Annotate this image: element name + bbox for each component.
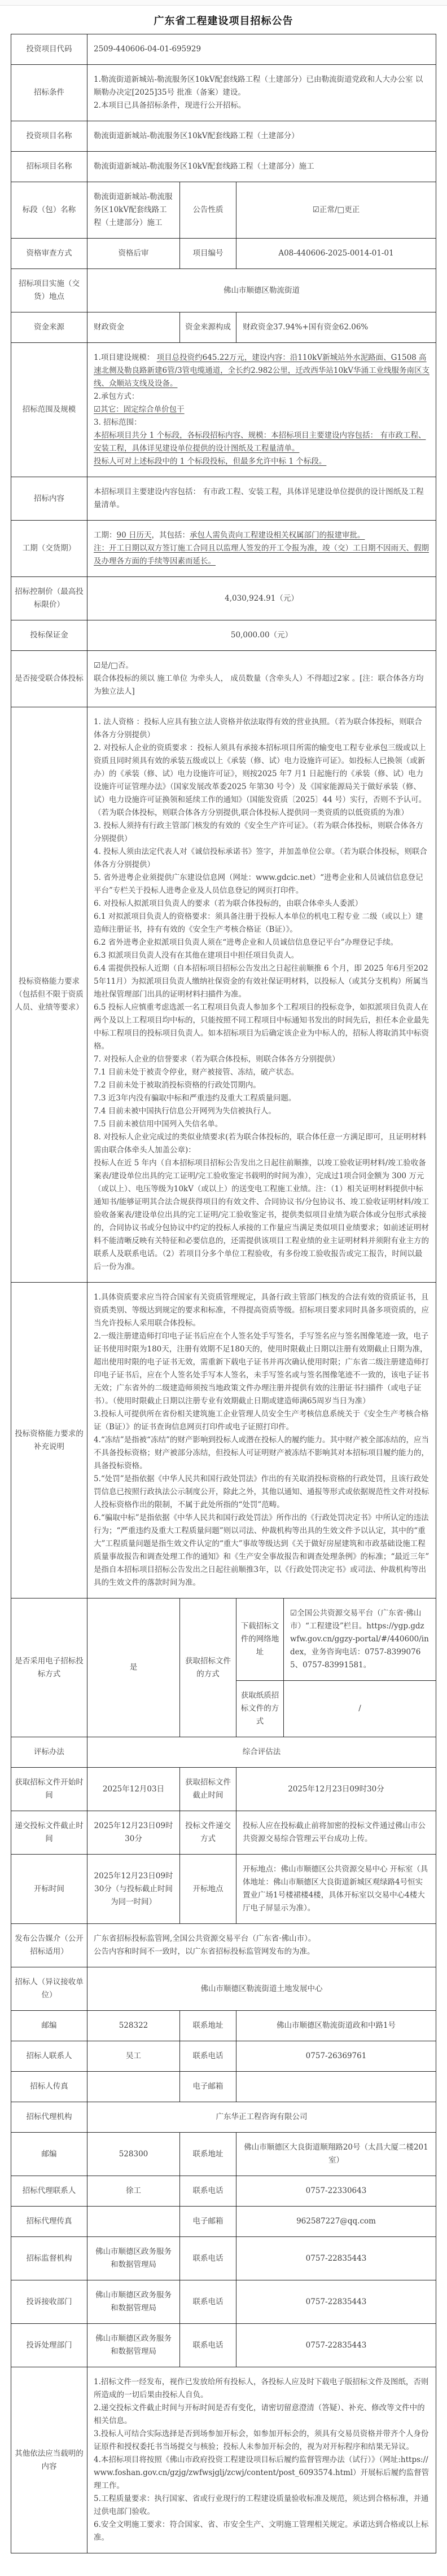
tenderer-email-value (236, 2072, 436, 2102)
tenderer-addr-value: 佛山市顺德区勒流街道政和中路1号 (236, 2011, 436, 2041)
row-fund-source (11, 312, 436, 343)
complaint-recv-org-value: 佛山市顺德区政务服务和数据管理局 (87, 2280, 180, 2324)
other-item: 5.工程质量要求：执行国家、省或行业现行的工程建设质量验收标准及规范，须达到合格标准，并通过供电部门验收。 (94, 2494, 429, 2516)
top-bar (0, 0, 447, 6)
download-address-label: 下载招标文件的网络地址 (236, 1599, 284, 1680)
qual-req-item: 3. 投标人须持有行政主管部门核发的有效的《安全生产许可证》。（若为联合体投标，则联合体各方分别提供） (94, 821, 424, 843)
supervisor-phone-value: 0757-22835443 (236, 2237, 436, 2280)
scope-value (87, 343, 436, 477)
complaint-recv-phone-value: 0757-22835443 (236, 2280, 436, 2324)
email-label: 电子邮箱 (180, 2072, 236, 2102)
row-tender-name (11, 152, 436, 182)
obtain-end-label: 获取招标文件截止时间 (180, 1768, 236, 1811)
obtain-method-label: 获取招标文件的方式 (180, 1599, 236, 1737)
qual-method-label: 资格审查方式 (11, 239, 87, 269)
qual-req-item: 5. 省外进粤企业须提供广东建设信息网（网址：www.gdcic.net）“进粤企业和人员诚信信息登记平台”专栏关于投标人进粤企业及人员信息登记的网页打印件。 (94, 873, 423, 895)
submit-method-label: 投标文件递交方式 (180, 1811, 236, 1855)
section-name-label: 标段（包）名称 (11, 182, 87, 239)
row-tenderer-fax (11, 2072, 436, 2102)
open-place-label: 开标地点 (180, 1855, 236, 1924)
phone-label: 联系电话 (180, 2237, 236, 2280)
scope-line-underlined: 本招标项目共分 1 个标段，各标段招标内容、规模：本招标项目主要建设内容包括： 有市政工程、安装工程，具体详见建设单位提供的设计图纸及工程量清单。 (94, 431, 426, 453)
paper-method-value: / (358, 1704, 361, 1713)
row-tenderer (11, 1967, 436, 2011)
project-no-value: A08-440606-2025-0014-01-01 (236, 239, 436, 269)
notice-nature-label: 公告性质 (180, 182, 236, 239)
row-agency (11, 2102, 436, 2133)
qual-supp-item: 2.一级注册建造师打印电子证书后应在个人签名处手写签名，手写签名应与签名图像笔迹一致，电子证书使用时限为180天，注册有效期不足180天的，使用时限截止日期以注册有效期截止日期为准，超出使用时限的电子证书无效，需重新下载电子证书并再次确认使用时限；广东省二级注册建造师打印电子证书后，应在个人签名处手写本人签名，未手写签名或与签名图像笔迹不一致的，该电子证书无效；广东省外的二级建造师须按当地政策文件办理注册并提供有效的注册证书扫描件（或电子证书）。（使用时限截止日期以注册专业有效期截止日期或建造师满65周岁当日为准） (94, 1332, 429, 1406)
qual-req-item: 6.2 省外进粤企业拟派项目负责人须在“进粤企业和人员诚信信息登记平台”办理登记手续。 (94, 938, 398, 947)
agency-postcode-value: 528300 (87, 2133, 180, 2176)
obtain-start-label: 获取招标文件开始时间 (11, 1768, 87, 1811)
fund-source-value: 财政资金 (87, 312, 180, 343)
qual-supp-item: 5.“处罚”是指依据《中华人民共和国行政处罚法》作出的有关取消投标资格的行政处罚，且该行政处罚信息已按照行政执法公示制度公开，除此之外，其他以通知、通报等形式或依据规范性文件对投标人投标资格作出的限制，不属于此处所指的“处罚”范畴。 (94, 1474, 429, 1509)
qual-req-item: 7.5 目前未被信用中国列入失信名单。 (94, 1120, 223, 1129)
invest-name-value: 勒流街道新城站-勒流服务区10kV配套线路工程（土建部分） (87, 121, 436, 152)
agency-label: 招标代理机构 (11, 2102, 87, 2133)
open-time-value: 2025年12月23日09时30分（与投标截止时间为同一时间） (87, 1855, 180, 1924)
complaint-handle-phone-value: 0757-22835443 (236, 2324, 436, 2367)
row-media (11, 1924, 436, 1967)
fund-comp-value: 财政资金37.94%+国有资金62.06% (236, 312, 436, 343)
qual-req-item: 7. 对投标人企业的信誉要求（若为联合体投标，则联合体各方分别提供） (94, 1055, 340, 1064)
open-time-label: 开标时间 (11, 1855, 87, 1924)
qual-req-item: 6. 对投标人拟派项目负责人的要求（若为联合体投标的，由联合体牵头人委派） (94, 899, 363, 908)
consortium-label: 是否接受联合体投标 (11, 651, 87, 707)
location-value: 佛山市顺德区勒流街道 (87, 269, 436, 312)
qual-req-item: 7.1 目前未处于被责令停业，财产被接管、冻结，破产状态。 (94, 1068, 299, 1077)
row-content (11, 477, 436, 521)
scope-line: 3. 招标范围： (94, 418, 142, 427)
fund-comp-label: 资金来源构成 (180, 312, 236, 343)
row-bid-opening (11, 1855, 436, 1924)
agency-phone-value: 0757-22330643 (236, 2176, 436, 2207)
paper-method-label: 获取纸质招标文件的方式 (236, 1681, 284, 1737)
qual-req-item: 7.4 目前未被中国执行信息公开网列为失信被执行人。 (94, 1107, 276, 1116)
submit-deadline-label: 递交投标文件截止时间 (11, 1811, 87, 1855)
other-item: 1.招标文件一经发布，视作已发放给所有投标人，各投标人应及时下载电子版招标文件及图纸，否则所造成的一切后果由投标人自负。 (94, 2377, 429, 2399)
qual-req-item: 7.2 目前未处于被取消投标资格的行政处罚期内。 (94, 1081, 261, 1090)
agency-value: 广东华正工程咨询有限公司 (87, 2102, 436, 2133)
row-tenderer-contact (11, 2041, 436, 2072)
qual-supp-item: 1.具体资质要求应当符合国家有关资质管理规定，具备行政主管部门核发的合法有效的资质证书，且资质类别、等级达到规定的要求和标准，不得提高资质等级。招标项目要求同时具备多项资质的，应当允许投标人采用联合体投标。 (94, 1293, 429, 1328)
qual-req-item: 1. 法人资格 ：投标人应具有独立法人资格并依法取得有效的营业执照。（若为联合体投标，则联合体各方分别提供） (94, 717, 422, 739)
row-qual-method (11, 239, 436, 269)
submit-deadline-value: 2025年12月23日09时30分 (87, 1811, 180, 1855)
notice-nature-value: ☑正常/□更正 (236, 182, 436, 239)
media-value (87, 1924, 436, 1967)
phone-label: 联系电话 (180, 2280, 236, 2324)
qual-req-item: 7.3 近3年内没有骗取中标和严重违约及重大工程质量问题。 (94, 1094, 296, 1103)
row-location (11, 269, 436, 312)
row-bid-conditions (11, 65, 436, 121)
media-line: 公告内容和时间不一致时，以广东省招标投标监管网发布的为准。 (94, 1947, 315, 1956)
row-agency-contact (11, 2176, 436, 2207)
other-item: 2.递交投标文件截止时间与开标时间是否有变化，请密切留意澄清（答疑）、补充、修改等文件中的相关信息。 (94, 2403, 425, 2425)
row-consortium (11, 651, 436, 707)
phone-label: 联系电话 (180, 2176, 236, 2207)
electronic-label: 是否采用电子招标投标方式 (11, 1599, 87, 1737)
tenderer-fax-value (87, 2072, 180, 2102)
control-price-value: 4,030,924.91（元） (87, 577, 436, 620)
other-label: 其他依法应当载明的内容 (11, 2367, 87, 2553)
supervisor-label: 招标监督机构 (11, 2237, 87, 2280)
tenderer-fax-label: 招标人传真 (11, 2072, 87, 2102)
qual-supp-value (87, 1283, 436, 1599)
control-price-label: 招标控制价（最高投标限价） (11, 577, 87, 620)
agency-email-value: 962587227@qq.com (236, 2207, 436, 2237)
contact-addr-label: 联系地址 (180, 2133, 236, 2176)
postcode-label: 邮编 (11, 2133, 87, 2176)
row-agency-postcode (11, 2133, 436, 2176)
row-tenderer-postcode (11, 2011, 436, 2041)
open-place-value: 开标地点：佛山市顺德区公共资源交易中心 开标室（具体地址：佛山市顺德区大良街道新城区观绿路4号恒实置业广场1号楼裙楼4楼，具体开标室以交易中心4楼大厅电子屏显示为准）。 (236, 1855, 436, 1924)
scope-text-underlined: 项目总投资约645.22万元，建设内容：沿110kV新城站外水泥路面、G1508 高速北侧及勒良路新建6管/3管电缆通道，全长约2.982公里，迁改西华站10kV华涌工业线服务南区支线、众顺站支线及设备。 (94, 353, 430, 388)
postcode-label: 邮编 (11, 2011, 87, 2041)
other-item: 4.本招标项目将按照《佛山市政府投资工程建设项目标后履约监督管理办法（试行）》（网址:https://www.foshan.gov.cn/gzjg/zwfwsjglj/zcwj/content/post_6093574.html）开展标后履约监督管理工作。 (94, 2455, 430, 2490)
fund-source-label: 资金来源 (11, 312, 87, 343)
contact-addr-label: 联系地址 (180, 2011, 236, 2041)
tenderer-value: 佛山市顺德区勒流街道土地发展中心 (87, 1967, 436, 2011)
complaint-recv-label: 投诉接收部门 (11, 2280, 87, 2324)
supervisor-org-value: 佛山市顺德区政务服务和数据管理局 (87, 2237, 180, 2280)
qual-req-item: 4. 投标人须由法定代表人对《诚信投标承诺书》签字，并加盖单位公章。（若为联合体投标，则联合体各方分别提供） (94, 847, 427, 869)
scope-label: 招标范围及规模 (11, 343, 87, 477)
qual-req-label: 投标资格能力要求（包括但不限于资质人员、业绩等要求） (11, 707, 87, 1283)
qual-supp-item: 6.“骗取中标”是指依据《中华人民共和国行政处罚法》所作出的《行政处罚决定书》中所认定的违法行为；“严重违约及重大工程质量问题”则以司法、仲裁机构等出具的生效文件予以认定，其中的“重大”工程质量问题是指生效文件认定的“重大”事故等级达到《关于做好房屋建筑和市政基础设施工程质量事故报告和调查处理工作的通知》和《生产安全事故报告和调查处理条例》的标准；“最近三年”是指自本招标项目招标公告发出之日起往前顺推3年，以《行政处罚决定书》或司法、仲裁机构等出具的生效文件的落款时间为准。 (94, 1513, 430, 1587)
complaint-handle-label: 投诉处理部门 (11, 2324, 87, 2367)
phone-label: 联系电话 (180, 2324, 236, 2367)
scope-line-underlined: ☑其它：固定综合单价包干 (94, 405, 185, 414)
obtain-method-cell (236, 1599, 436, 1737)
content-value: 本招标项目主要建设内容包括： 有市政工程、安装工程，具体详见建设单位提供的设计图纸及工程量清单。 (87, 477, 436, 521)
row-other (11, 2367, 436, 2553)
tender-name-value: 勒流街道新城站-勒流服务区10kV配套线路工程（土建部分）施工 (87, 152, 436, 182)
qual-method-value: 资格后审 (87, 239, 180, 269)
obtain-start-value: 2025年12月03日 (87, 1768, 180, 1811)
consortium-value (87, 651, 436, 707)
bid-conditions-value (87, 65, 436, 121)
email-label: 电子邮箱 (180, 2207, 236, 2237)
complaint-handle-org-value: 佛山市顺德区政务服务和数据管理局 (87, 2324, 180, 2367)
other-value (87, 2367, 436, 2553)
other-item: 3.投标人可结合实际选择是否到场参加开标会，如参加开标会的，须具有交易员资格并带齐个人身份证原件和授权委托书当场提交与核验；投标人未参加开标会的，视为对开标程序和结果无异议。 (94, 2429, 429, 2451)
tenderer-phone-value: 0757-26369761 (236, 2041, 436, 2072)
row-evaluation (11, 1737, 436, 1768)
qual-req-item: 6.4 需提供投标人近期（自本招标项目招标公告发出之日起往前顺推 6 个月，即 2025 年6月至2025年11月）为拟派项目负责人缴纳社保资金的有效社保证明材料，以投标人（或其分支机构）所属当地社保管理部门出具的证明材料扫描件为准。 (94, 964, 428, 999)
content-label: 招标内容 (11, 477, 87, 521)
duration-note-underlined: 注：开工日期以双方签订施工合同且以监理人签发的开工令报为准，竣（交）工日期不因雨天、假期及办理各方面的手续等因素而延长。 (94, 544, 429, 566)
qual-supp-label: 投标资格能力要求的补充说明 (11, 1283, 87, 1599)
row-submit (11, 1811, 436, 1855)
obtain-end-value: 2025年12月23日09时30分 (236, 1768, 436, 1811)
scope-line: 2.承包方式： (94, 392, 139, 401)
media-label: 发布公告媒介（公开招标适用） (11, 1924, 87, 1967)
qual-req-value (87, 707, 436, 1283)
row-agency-fax (11, 2207, 436, 2237)
duration-text: 工期： (94, 531, 117, 540)
tender-announcement-table (11, 34, 436, 2553)
row-section-name (11, 182, 436, 239)
duration-label: 工期（交货期） (11, 521, 87, 577)
qual-req-item: 投标人在近 5 年内（自本招标项目招标公告发出之日起往前顺推，以竣工验收证明材料/竣工验收备案表/建设单位出具的完工证明/完工验收鉴定书载明的时间为准），完成过1项合同金额为 300 万元（或以上）、电压等级为10kV（或以上）的送变电工程施工业绩。注：（1）相关证明材料提供中标通知书/能够证明其合法合规获得项目的有效文件、合同协议书/分包协议书、竣工验收证明材料/竣工验收备案表/建设单位出具的完工证明/完工验收鉴定书，提供类似项目业绩为联合体或分包形式承接的，合同协议书或分包协议中约定的投标人承接的工作量应当满足类似项目业绩要求；如前述证明材料不能清晰反映有关特征和必要信息的，还需提供该项目工程业绩的业主证明材料并须附有业主方的联系人及联系电话。（2）若项目分多个单位工程验收，有多份竣工验收报告或完工报告，时间以最后一份为准。 (94, 1159, 430, 1271)
electronic-value: 是 (87, 1599, 180, 1737)
scope-line-underlined: 投标人可对上述标段中的 1 个标段投标，但最多允许中标 1 个标段。 (94, 457, 327, 466)
evaluation-label: 评标办法 (11, 1737, 87, 1768)
page-title: 广东省工程建设项目招标公告 (154, 15, 293, 27)
bid-bond-value: 50,000.00（元） (87, 620, 436, 651)
row-complaint-handle (11, 2324, 436, 2367)
tenderer-contact-value: 吴工 (87, 2041, 180, 2072)
qual-req-item: 2. 对投标人企业的资质要求 ：投标人须具有承接本招标项目所需的输变电工程专业承包三级或以上资质且同时须具有效的承装五级或以上《承装（修、试）电力设施许可证》。如投标人已换领（或新办）的《承装（修、试）电力设施许可证》，则按2025 年7 月1 日起施行的《承装（修、试）电力设施许可证管理办法》（国家发展改革委2025 年第30 号令）及《国家能源局关于做好承装（修、试）电力设施许可证换领和延续工作的通知》（国能发资质〔2025〕44 号）实行，否则不予认可。（若为联合体投标，则联合体各方分别提供,联合体投标人提供同一类资质的以低资质的为准） (94, 743, 427, 817)
duration-text-underlined: 承包人需负责向工程建设相关权属部门的报建审批。 (189, 531, 365, 540)
bid-conditions-line: 1.勒流街道新城站-勒流服务区10kV配套线路工程（土建部分）已由勒流街道党政和人大办公室 以顺勒办决定[2025]35号 批准（备案）建设。 (94, 75, 423, 97)
duration-value (87, 521, 436, 577)
agency-fax-value (87, 2207, 180, 2237)
agency-contact-value: 徐工 (87, 2176, 180, 2207)
qual-req-item: 6.3 拟派项目负责人没有在其他在建项目中担任项目负责人。 (94, 951, 299, 960)
consortium-line: ☑是/□否。 (94, 661, 133, 670)
qual-supp-item: 4.“冻结”是指被“冻结”的财产影响到投标人或潜在投标人的履约能力。其中财产被全部冻结的，应当不具备投标资格；财产被部分冻结，但投标人可证明财产被冻结不影响其对本招标项目履约能力的，具备投标资格。 (94, 1435, 429, 1470)
scope-line (94, 351, 430, 390)
qual-req-item: 8. 对投标人企业完成过的类似业绩要求(若为联合体投标的，联合体任意一方满足即可，且证明材料需由联合体牵头人加盖公章)： (94, 1133, 427, 1155)
row-electronic-bidding (11, 1599, 436, 1737)
agency-addr-value: 佛山市顺德区大良街道顺翔路20号（太昌大厦二楼201室） (236, 2133, 436, 2176)
location-label: 招标项目实施（交货）地点 (11, 269, 87, 312)
paper-method-row (236, 1680, 436, 1737)
bid-conditions-line: 2.本项目已具备招标条件，现进行公开招标。 (94, 101, 246, 110)
bid-bond-label: 投标保证金 (11, 620, 87, 651)
invest-code-value: 2509-440606-04-01-695929 (87, 34, 436, 65)
qual-supp-item: 3.投标人可提供所在省份相关建筑施工企业管理人员安全生产考核信息系统关于《安全生产考核合格证（B证）》的证书查询信息网页打印件或电子证照打印件。 (94, 1410, 429, 1432)
row-obtain-time (11, 1768, 436, 1811)
bid-conditions-label: 招标条件 (11, 65, 87, 121)
qual-req-item: 6.5 投标人应慎重考虑选派一名工程项目负责人参加多个工程项目的投标竞争，如拟派项目负责人在两个及以上工程项目均中标的，只能按照不同工程项目中标通知书发出的时间先后，担任本企业最先中标工程项目的投标项目负责人。如本招标项目为后确定该企业为中标人的，招标人将取消其中标资格。 (94, 1003, 429, 1051)
duration-days-underlined: 90 日历天 (116, 531, 152, 540)
tenderer-label: 招标人（异议接收单位） (11, 1967, 87, 2011)
row-complaint-recv (11, 2280, 436, 2324)
phone-label: 联系电话 (180, 2041, 236, 2072)
tender-name-label: 招标项目名称 (11, 152, 87, 182)
row-qualification-requirements (11, 707, 436, 1283)
row-invest-name (11, 121, 436, 152)
download-address-value: ☑全国公共资源交易平台（广东省·佛山市）“工程建设”栏目。https://ygp.gdzwfw.gov.cn/ggzy-portal/#/440600/index，业务咨询电话：0757-83990765、0757-83991581。 (290, 1609, 429, 1670)
row-control-price (11, 577, 436, 620)
row-supervisor (11, 2237, 436, 2280)
row-invest-code (11, 34, 436, 65)
row-scope (11, 343, 436, 477)
invest-name-label: 投资项目名称 (11, 121, 87, 152)
row-qualification-supplement (11, 1283, 436, 1599)
section-name-value: 勒流街道新城站-勒流服务区10kV配套线路工程（土建部分）施工 (87, 182, 180, 239)
tenderer-postcode-value: 528322 (87, 2011, 180, 2041)
invest-code-label: 投资项目代码 (11, 34, 87, 65)
project-no-label: 项目编号 (180, 239, 236, 269)
scope-text: 1.项目建设规模： (94, 353, 157, 362)
agency-fax-label: 招标代理传真 (11, 2207, 87, 2237)
submit-method-value: 投标人应在投标截止前将加密的投标文件通过佛山市公共资源交易综合管理云平台成功上传。 (236, 1811, 436, 1855)
row-duration (11, 521, 436, 577)
row-bid-bond (11, 620, 436, 651)
consortium-line: 联合体投标的须以 施工单位 为牵头人， 成员数量（含牵头人）不得超过2家 。[注：联合体各方均为独立法人] (94, 674, 424, 696)
agency-contact-label: 招标代理联系人 (11, 2176, 87, 2207)
duration-line (94, 529, 430, 542)
qual-req-item: 6.1 对拟派项目负责人的资格要求：须具备注册于投标人本单位的机电工程专业 二级（或以上）建造师注册证书，持有有效的《安全生产考核合格证（B证）》。 (94, 912, 423, 934)
media-line: 广东省招标投标监管网,全国公共资源交易平台（广东省·佛山市）。 (94, 1934, 316, 1943)
other-item: 6.安全文明施工要求：符合国家、省、市安全生产、文明施工管理相关规定。承诺达到合格或以上标准。 (94, 2520, 429, 2542)
tenderer-contact-label: 招标人联系人 (11, 2041, 87, 2072)
download-address-row (236, 1599, 436, 1680)
duration-text: ，其包括： (151, 531, 190, 540)
evaluation-value: 综合评估法 (87, 1737, 436, 1768)
